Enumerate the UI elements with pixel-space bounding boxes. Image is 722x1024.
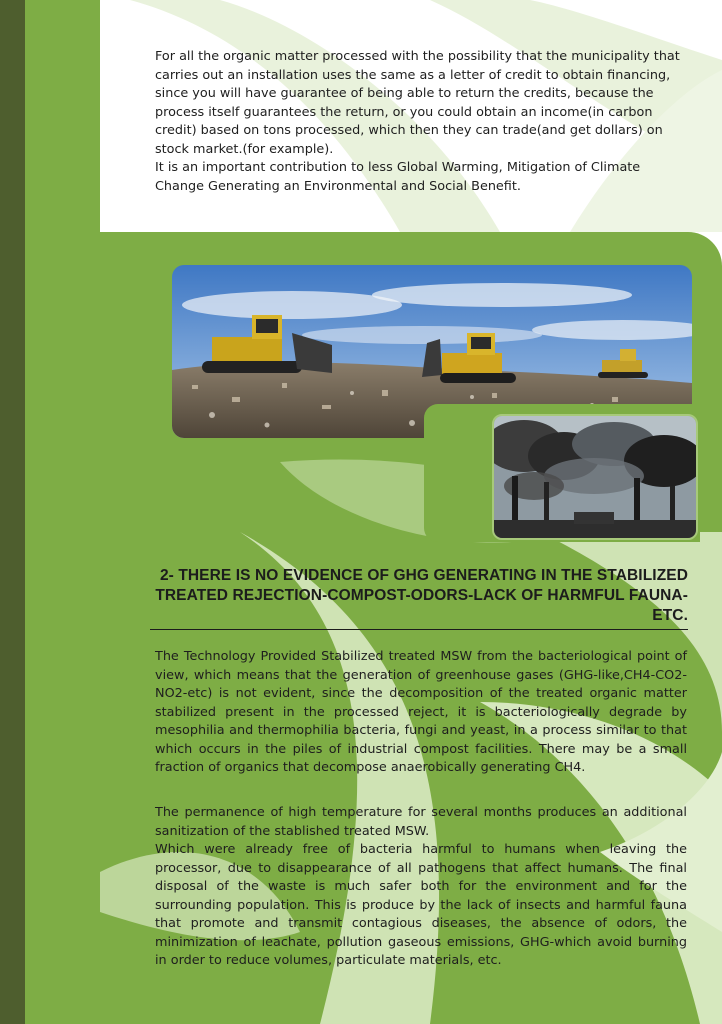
intro-line: process itself guarantees the return, or you could obtain an income(in carbon — [155, 104, 653, 120]
heading-line: 2- THERE IS NO EVIDENCE OF GHG GENERATING IN THE STABILIZED — [159, 567, 688, 584]
left-green-strip — [25, 0, 100, 1024]
intro-line: Change Generating an Environmental and Social Benefit. — [155, 178, 521, 194]
intro-line: stock market.(for example). — [155, 141, 334, 157]
heading-line: TREATED REJECTION-COMPOST-ODORS-LACK OF HARMFUL FAUNA-ETC. — [155, 587, 688, 624]
smokestacks-photo — [492, 414, 698, 540]
intro-line: since you will have guarantee of being able to return the credits, because the — [155, 86, 654, 101]
paragraph-sanitization — [155, 804, 687, 971]
intro-line: credit) based on tons processed, which then they can trade(and get dollars) on — [155, 123, 663, 138]
intro-line: For all the organic matter processed with the possibility that the municipality that — [155, 49, 680, 64]
intro-line: carries out an installation uses the same as a letter of credit to obtain financing, — [155, 67, 671, 83]
paragraph-ghg — [155, 648, 687, 778]
paragraph-text: The permanence of high temperature for several months produces an additional sanitization of the stablished treated MSW. — [155, 805, 687, 839]
paragraph-text: Which were already free of bacteria harmful to humans when leaving the processor, due to disappearance of all pathogens that affect humans. The final disposal of the waste is much safer both for the environment and for the surrounding population. This is produce by the lack of insects and harmful fauna that promote and transmit contagious diseases, the absence of odors, the minimization of leachate, pollution gaseous emissions, GHG-which avoid burning in order to reduce volumes, particulate materials, etc. — [155, 842, 687, 968]
intro-line: It is an important contribution to less Global Warming, Mitigation of Climate — [155, 160, 641, 175]
intro-text — [155, 48, 695, 196]
paragraph-text: The Technology Provided Stabilized treated MSW from the bacteriological point of view, which means that the generation of greenhouse gases (GHG-like,CH4-CO2-NO2-etc) is not evident, since the decomposition of the treated organic matter stabilized present in the processed reject, it is bacteriologically degrade by mesophilia and thermophilia bacteria, fungi and yeast, in a process similar to that which occurs in the piles of industrial compost facilities. There may be a small fraction of organics that decompose anaerobically generating CH4. — [155, 649, 687, 775]
section-heading — [150, 566, 688, 630]
left-dark-strip — [0, 0, 25, 1024]
